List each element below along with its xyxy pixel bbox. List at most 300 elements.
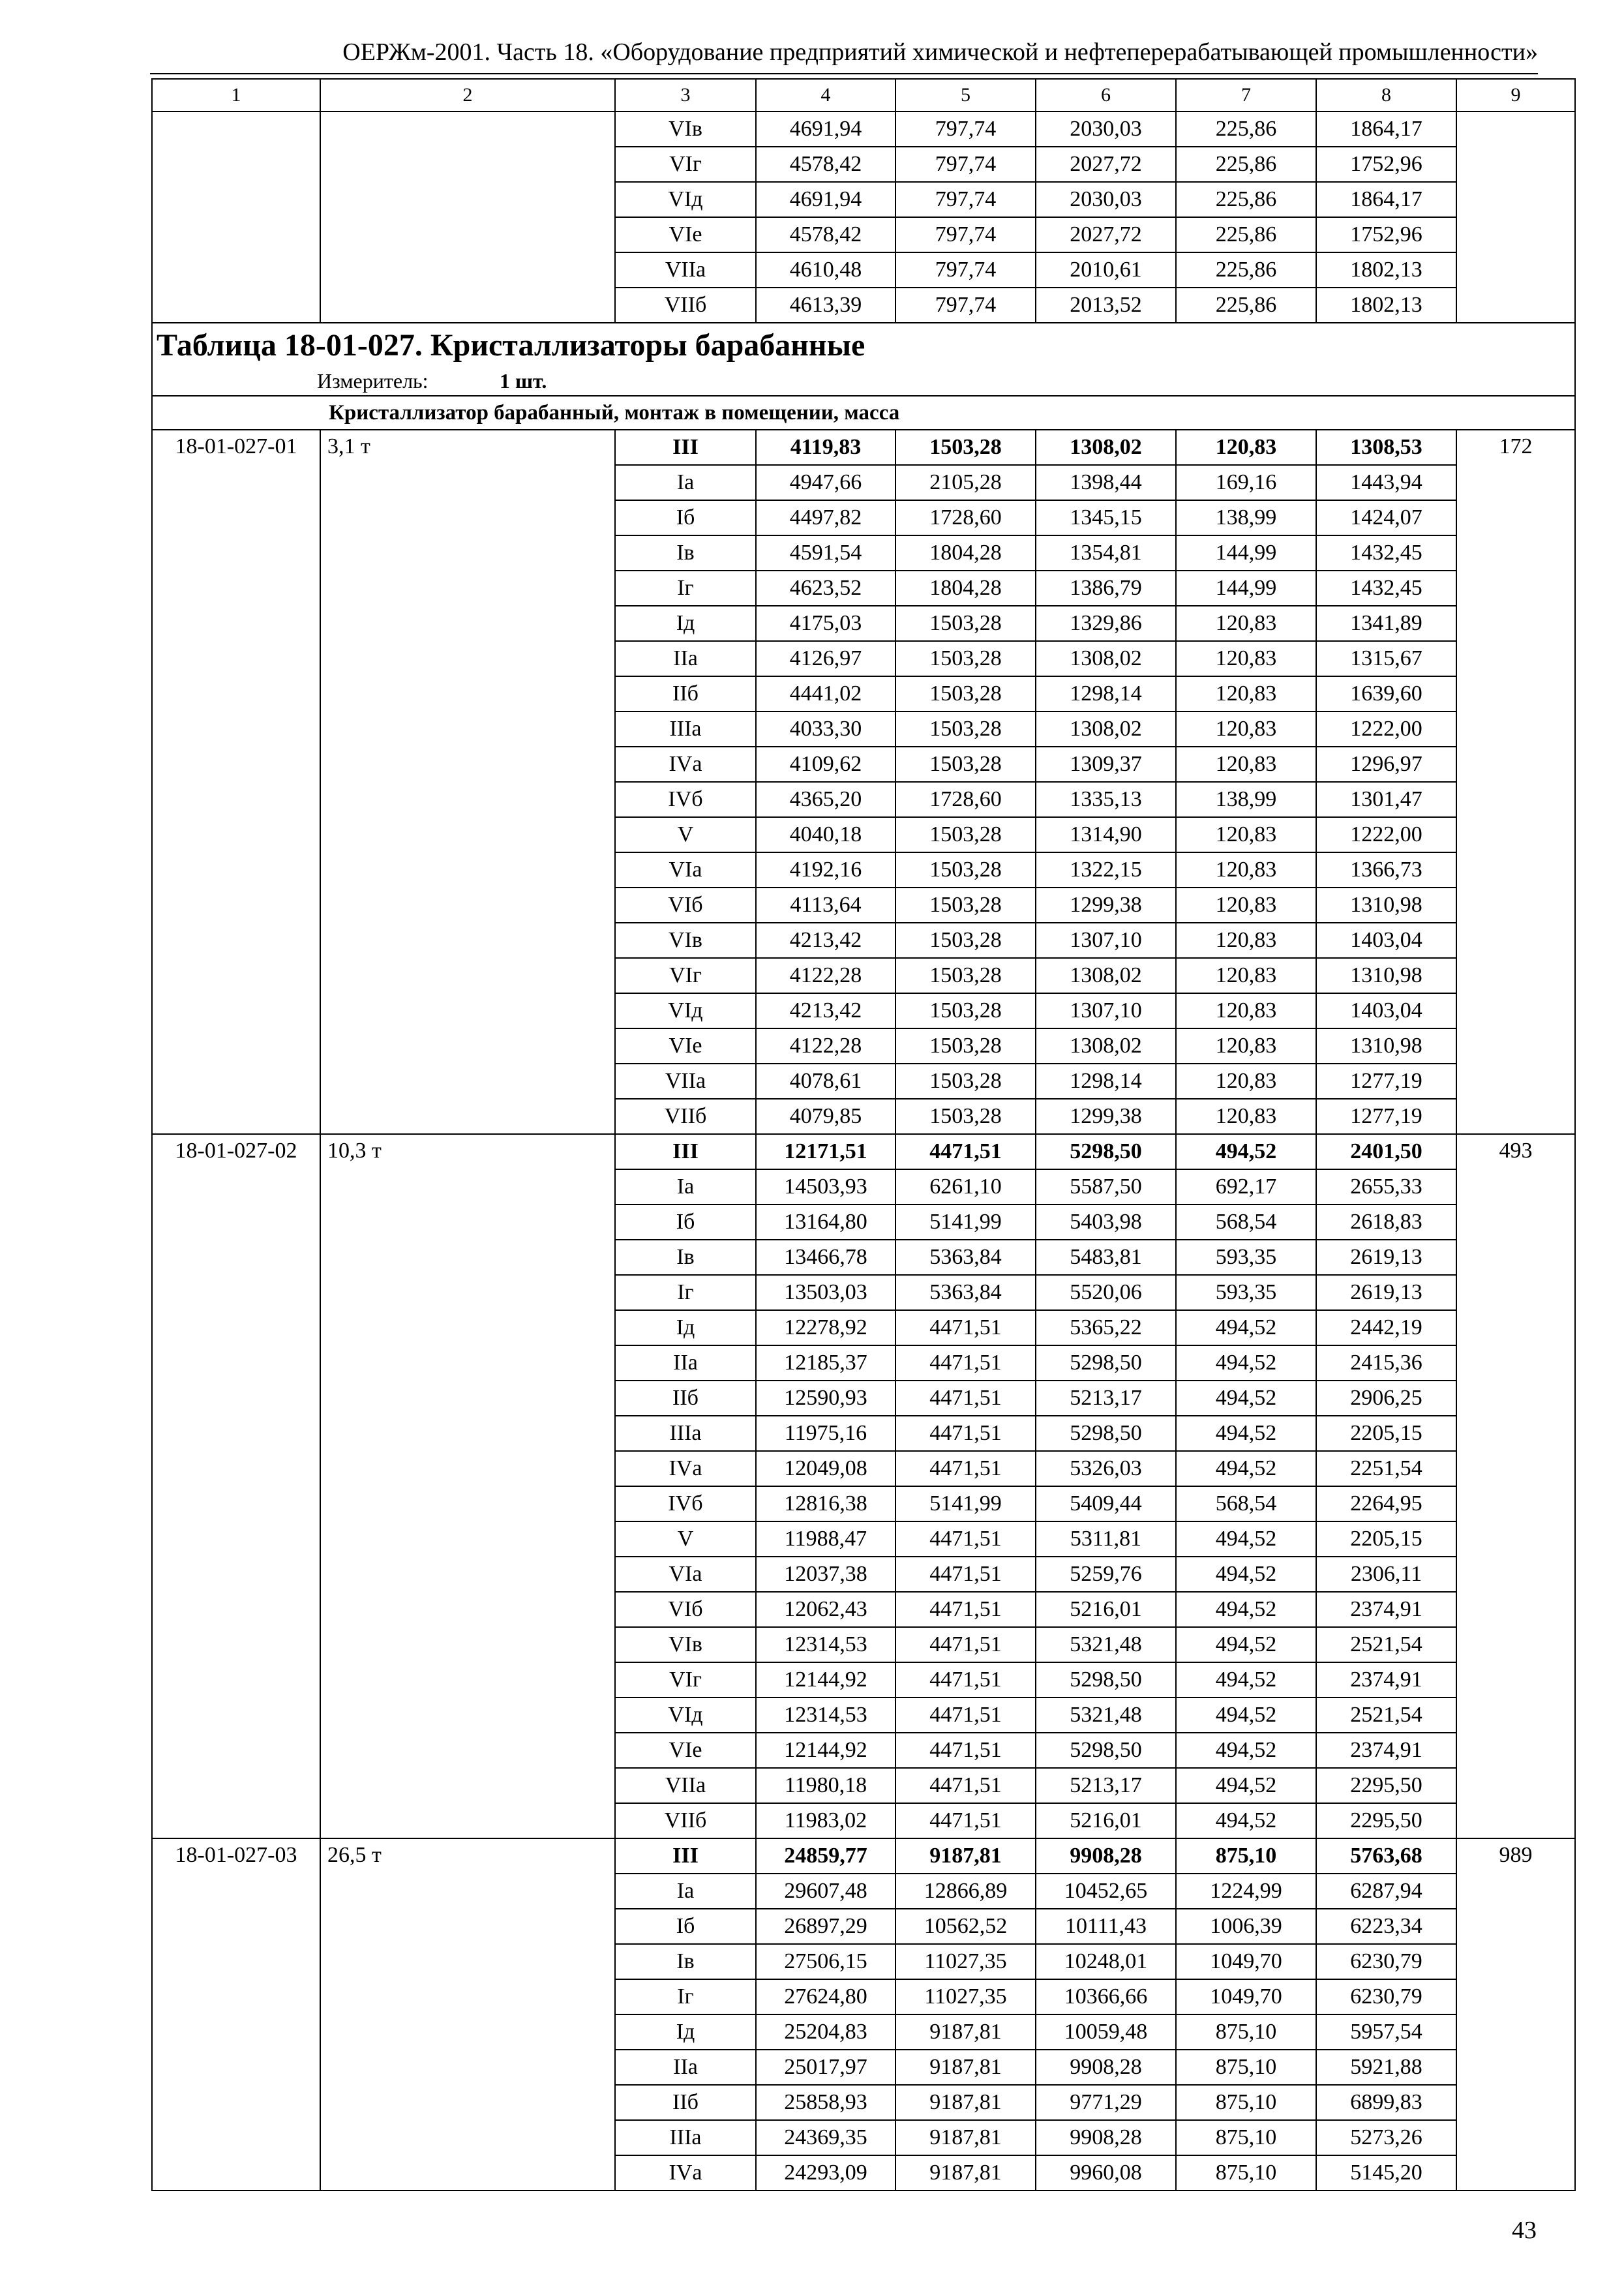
value-cell: 12314,53 bbox=[756, 1627, 895, 1662]
value-cell: 4119,83 bbox=[756, 430, 895, 465]
value-cell: 1503,28 bbox=[895, 1099, 1036, 1134]
value-cell: 9187,81 bbox=[895, 2120, 1036, 2155]
value-cell: 120,83 bbox=[1176, 888, 1316, 923]
value-cell: 4033,30 bbox=[756, 711, 895, 747]
value-cell: 692,17 bbox=[1176, 1169, 1316, 1204]
col9-cell: 989 bbox=[1456, 1838, 1575, 2191]
value-cell: 24859,77 bbox=[756, 1838, 895, 1874]
zone-cell: VIIа bbox=[615, 1064, 756, 1099]
zone-cell: VIIб bbox=[615, 1099, 756, 1134]
value-cell: 4471,51 bbox=[895, 1592, 1036, 1627]
value-cell: 2619,13 bbox=[1316, 1275, 1456, 1310]
value-cell: 4471,51 bbox=[895, 1627, 1036, 1662]
value-cell: 5213,17 bbox=[1036, 1768, 1176, 1803]
table-row bbox=[152, 1134, 1575, 1169]
code-cell: 18-01-027-01 bbox=[152, 430, 320, 1134]
value-cell: 1432,45 bbox=[1316, 571, 1456, 606]
value-cell: 4213,42 bbox=[756, 993, 895, 1028]
value-cell: 120,83 bbox=[1176, 923, 1316, 958]
measure-row bbox=[152, 367, 1575, 396]
value-cell: 5298,50 bbox=[1036, 1134, 1176, 1169]
value-cell: 225,86 bbox=[1176, 217, 1316, 252]
value-cell: 2027,72 bbox=[1036, 217, 1176, 252]
value-cell: 1503,28 bbox=[895, 606, 1036, 641]
page-number: 43 bbox=[1512, 2217, 1537, 2244]
value-cell: 5141,99 bbox=[895, 1486, 1036, 1521]
column-number: 8 bbox=[1316, 79, 1456, 112]
col9-cell: 172 bbox=[1456, 430, 1575, 1134]
zone-cell: Iг bbox=[615, 1275, 756, 1310]
value-cell: 1752,96 bbox=[1316, 217, 1456, 252]
value-cell: 2655,33 bbox=[1316, 1169, 1456, 1204]
zone-cell: V bbox=[615, 817, 756, 852]
value-cell: 1503,28 bbox=[895, 923, 1036, 958]
value-cell: 6223,34 bbox=[1316, 1909, 1456, 1944]
value-cell: 2264,95 bbox=[1316, 1486, 1456, 1521]
zone-cell: IIIа bbox=[615, 2120, 756, 2155]
value-cell: 4471,51 bbox=[895, 1803, 1036, 1838]
value-cell: 4613,39 bbox=[756, 288, 895, 323]
value-cell: 120,83 bbox=[1176, 993, 1316, 1028]
value-cell: 2521,54 bbox=[1316, 1698, 1456, 1733]
value-cell: 1308,02 bbox=[1036, 1028, 1176, 1064]
value-cell: 4113,64 bbox=[756, 888, 895, 923]
value-cell: 4471,51 bbox=[895, 1416, 1036, 1451]
measure-unit: 1 шт. bbox=[500, 368, 547, 393]
value-cell: 1503,28 bbox=[895, 888, 1036, 923]
value-cell: 12171,51 bbox=[756, 1134, 895, 1169]
value-cell: 5403,98 bbox=[1036, 1204, 1176, 1240]
value-cell: 4471,51 bbox=[895, 1662, 1036, 1698]
column-number-row bbox=[152, 79, 1575, 112]
value-cell: 2205,15 bbox=[1316, 1521, 1456, 1557]
zone-cell: Iб bbox=[615, 500, 756, 535]
value-cell: 2521,54 bbox=[1316, 1627, 1456, 1662]
value-cell: 2295,50 bbox=[1316, 1768, 1456, 1803]
value-cell: 9187,81 bbox=[895, 2155, 1036, 2191]
zone-cell: III bbox=[615, 430, 756, 465]
value-cell: 4691,94 bbox=[756, 112, 895, 147]
value-cell: 4471,51 bbox=[895, 1521, 1036, 1557]
value-cell: 797,74 bbox=[895, 217, 1036, 252]
value-cell: 13503,03 bbox=[756, 1275, 895, 1310]
value-cell: 225,86 bbox=[1176, 147, 1316, 182]
zone-cell: Iг bbox=[615, 1979, 756, 2014]
value-cell: 2401,50 bbox=[1316, 1134, 1456, 1169]
value-cell: 225,86 bbox=[1176, 182, 1316, 217]
value-cell: 1329,86 bbox=[1036, 606, 1176, 641]
zone-cell: IVб bbox=[615, 1486, 756, 1521]
col9-cell: 493 bbox=[1456, 1134, 1575, 1838]
rates-table bbox=[151, 78, 1576, 2191]
value-cell: 494,52 bbox=[1176, 1310, 1316, 1345]
zone-cell: VIв bbox=[615, 1627, 756, 1662]
value-cell: 5321,48 bbox=[1036, 1698, 1176, 1733]
value-cell: 1307,10 bbox=[1036, 923, 1176, 958]
mass-cell: 3,1 т bbox=[320, 430, 615, 1134]
value-cell: 4471,51 bbox=[895, 1134, 1036, 1169]
value-cell: 797,74 bbox=[895, 288, 1036, 323]
value-cell: 494,52 bbox=[1176, 1521, 1316, 1557]
value-cell: 10366,66 bbox=[1036, 1979, 1176, 2014]
value-cell: 2295,50 bbox=[1316, 1803, 1456, 1838]
value-cell: 1864,17 bbox=[1316, 182, 1456, 217]
value-cell: 494,52 bbox=[1176, 1698, 1316, 1733]
value-cell: 9908,28 bbox=[1036, 1838, 1176, 1874]
value-cell: 9908,28 bbox=[1036, 2050, 1176, 2085]
zone-cell: VIв bbox=[615, 112, 756, 147]
zone-cell: V bbox=[615, 1521, 756, 1557]
value-cell: 494,52 bbox=[1176, 1557, 1316, 1592]
value-cell: 1308,02 bbox=[1036, 430, 1176, 465]
value-cell: 1503,28 bbox=[895, 676, 1036, 711]
zone-cell: III bbox=[615, 1838, 756, 1874]
value-cell: 6261,10 bbox=[895, 1169, 1036, 1204]
value-cell: 120,83 bbox=[1176, 606, 1316, 641]
value-cell: 4122,28 bbox=[756, 958, 895, 993]
zone-cell: VIг bbox=[615, 147, 756, 182]
zone-cell: III bbox=[615, 1134, 756, 1169]
value-cell: 225,86 bbox=[1176, 252, 1316, 288]
zone-cell: VIе bbox=[615, 1733, 756, 1768]
value-cell: 120,83 bbox=[1176, 676, 1316, 711]
value-cell: 12278,92 bbox=[756, 1310, 895, 1345]
zone-cell: VIг bbox=[615, 958, 756, 993]
value-cell: 1308,53 bbox=[1316, 430, 1456, 465]
header-rule bbox=[150, 73, 1538, 74]
value-cell: 1310,98 bbox=[1316, 958, 1456, 993]
value-cell: 27624,80 bbox=[756, 1979, 895, 2014]
zone-cell: VIе bbox=[615, 217, 756, 252]
value-cell: 225,86 bbox=[1176, 288, 1316, 323]
value-cell: 144,99 bbox=[1176, 535, 1316, 571]
value-cell: 5957,54 bbox=[1316, 2014, 1456, 2050]
value-cell: 1301,47 bbox=[1316, 782, 1456, 817]
value-cell: 2618,83 bbox=[1316, 1204, 1456, 1240]
zone-cell: VIа bbox=[615, 852, 756, 888]
value-cell: 568,54 bbox=[1176, 1204, 1316, 1240]
value-cell: 494,52 bbox=[1176, 1416, 1316, 1451]
value-cell: 2105,28 bbox=[895, 465, 1036, 500]
value-cell: 5141,99 bbox=[895, 1204, 1036, 1240]
zone-cell: Iв bbox=[615, 535, 756, 571]
value-cell: 1432,45 bbox=[1316, 535, 1456, 571]
code-cell: 18-01-027-03 bbox=[152, 1838, 320, 2191]
value-cell: 5298,50 bbox=[1036, 1416, 1176, 1451]
value-cell: 13466,78 bbox=[756, 1240, 895, 1275]
value-cell: 9960,08 bbox=[1036, 2155, 1176, 2191]
column-number: 6 bbox=[1036, 79, 1176, 112]
zone-cell: VIа bbox=[615, 1557, 756, 1592]
zone-cell: Iб bbox=[615, 1909, 756, 1944]
value-cell: 5298,50 bbox=[1036, 1662, 1176, 1698]
value-cell: 1315,67 bbox=[1316, 641, 1456, 676]
value-cell: 5326,03 bbox=[1036, 1451, 1176, 1486]
zone-cell: IIб bbox=[615, 1381, 756, 1416]
value-cell: 27506,15 bbox=[756, 1944, 895, 1979]
value-cell: 4441,02 bbox=[756, 676, 895, 711]
zone-cell: IIб bbox=[615, 2085, 756, 2120]
column-number: 4 bbox=[756, 79, 895, 112]
value-cell: 12037,38 bbox=[756, 1557, 895, 1592]
value-cell: 1341,89 bbox=[1316, 606, 1456, 641]
running-header: ОЕРЖм-2001. Часть 18. «Оборудование предприятий химической и нефтеперерабатывающей промышленности» bbox=[342, 38, 1538, 66]
rates-table-body bbox=[152, 79, 1575, 2191]
value-cell: 2027,72 bbox=[1036, 147, 1176, 182]
value-cell: 138,99 bbox=[1176, 782, 1316, 817]
value-cell: 4175,03 bbox=[756, 606, 895, 641]
zone-cell: VIв bbox=[615, 923, 756, 958]
value-cell: 11027,35 bbox=[895, 1979, 1036, 2014]
value-cell: 6230,79 bbox=[1316, 1944, 1456, 1979]
value-cell: 2374,91 bbox=[1316, 1592, 1456, 1627]
value-cell: 10562,52 bbox=[895, 1909, 1036, 1944]
value-cell: 494,52 bbox=[1176, 1803, 1316, 1838]
zone-cell: VIг bbox=[615, 1662, 756, 1698]
value-cell: 2030,03 bbox=[1036, 182, 1176, 217]
value-cell: 4213,42 bbox=[756, 923, 895, 958]
value-cell: 11980,18 bbox=[756, 1768, 895, 1803]
value-cell: 1296,97 bbox=[1316, 747, 1456, 782]
value-cell: 1345,15 bbox=[1036, 500, 1176, 535]
col9-cell bbox=[1456, 112, 1575, 323]
value-cell: 1314,90 bbox=[1036, 817, 1176, 852]
value-cell: 13164,80 bbox=[756, 1204, 895, 1240]
value-cell: 4109,62 bbox=[756, 747, 895, 782]
zone-cell: Iа bbox=[615, 1874, 756, 1909]
value-cell: 1307,10 bbox=[1036, 993, 1176, 1028]
value-cell: 4365,20 bbox=[756, 782, 895, 817]
value-cell: 5321,48 bbox=[1036, 1627, 1176, 1662]
value-cell: 1804,28 bbox=[895, 535, 1036, 571]
value-cell: 6230,79 bbox=[1316, 1979, 1456, 2014]
value-cell: 494,52 bbox=[1176, 1733, 1316, 1768]
zone-cell: VIд bbox=[615, 1698, 756, 1733]
value-cell: 24293,09 bbox=[756, 2155, 895, 2191]
value-cell: 1006,39 bbox=[1176, 1909, 1316, 1944]
value-cell: 5763,68 bbox=[1316, 1838, 1456, 1874]
column-number: 3 bbox=[615, 79, 756, 112]
value-cell: 593,35 bbox=[1176, 1240, 1316, 1275]
value-cell: 2906,25 bbox=[1316, 1381, 1456, 1416]
value-cell: 2442,19 bbox=[1316, 1310, 1456, 1345]
value-cell: 9187,81 bbox=[895, 2014, 1036, 2050]
value-cell: 4079,85 bbox=[756, 1099, 895, 1134]
value-cell: 4126,97 bbox=[756, 641, 895, 676]
value-cell: 875,10 bbox=[1176, 2014, 1316, 2050]
value-cell: 494,52 bbox=[1176, 1627, 1316, 1662]
value-cell: 1299,38 bbox=[1036, 1099, 1176, 1134]
value-cell: 11975,16 bbox=[756, 1416, 895, 1451]
value-cell: 24369,35 bbox=[756, 2120, 895, 2155]
value-cell: 120,83 bbox=[1176, 641, 1316, 676]
value-cell: 494,52 bbox=[1176, 1592, 1316, 1627]
value-cell: 2619,13 bbox=[1316, 1240, 1456, 1275]
value-cell: 4578,42 bbox=[756, 217, 895, 252]
table-row bbox=[152, 430, 1575, 465]
value-cell: 12314,53 bbox=[756, 1698, 895, 1733]
value-cell: 5363,84 bbox=[895, 1240, 1036, 1275]
zone-cell: VIб bbox=[615, 1592, 756, 1627]
zone-cell: VIIб bbox=[615, 288, 756, 323]
value-cell: 4947,66 bbox=[756, 465, 895, 500]
value-cell: 1424,07 bbox=[1316, 500, 1456, 535]
value-cell: 1864,17 bbox=[1316, 112, 1456, 147]
value-cell: 1366,73 bbox=[1316, 852, 1456, 888]
value-cell: 1224,99 bbox=[1176, 1874, 1316, 1909]
value-cell: 1503,28 bbox=[895, 430, 1036, 465]
value-cell: 5145,20 bbox=[1316, 2155, 1456, 2191]
value-cell: 4471,51 bbox=[895, 1345, 1036, 1381]
value-cell: 5409,44 bbox=[1036, 1486, 1176, 1521]
value-cell: 120,83 bbox=[1176, 1028, 1316, 1064]
value-cell: 2205,15 bbox=[1316, 1416, 1456, 1451]
value-cell: 5363,84 bbox=[895, 1275, 1036, 1310]
value-cell: 14503,93 bbox=[756, 1169, 895, 1204]
name-cell bbox=[320, 112, 615, 323]
value-cell: 9187,81 bbox=[895, 2085, 1036, 2120]
value-cell: 1277,19 bbox=[1316, 1099, 1456, 1134]
value-cell: 120,83 bbox=[1176, 747, 1316, 782]
measure-label: Измеритель: bbox=[317, 368, 429, 393]
value-cell: 797,74 bbox=[895, 252, 1036, 288]
value-cell: 1639,60 bbox=[1316, 676, 1456, 711]
value-cell: 1049,70 bbox=[1176, 1979, 1316, 2014]
value-cell: 4471,51 bbox=[895, 1451, 1036, 1486]
zone-cell: IVа bbox=[615, 2155, 756, 2191]
value-cell: 9187,81 bbox=[895, 2050, 1036, 2085]
code-cell: 18-01-027-02 bbox=[152, 1134, 320, 1838]
zone-cell: VIIа bbox=[615, 252, 756, 288]
value-cell: 12866,89 bbox=[895, 1874, 1036, 1909]
value-cell: 1308,02 bbox=[1036, 958, 1176, 993]
value-cell: 5311,81 bbox=[1036, 1521, 1176, 1557]
measure-label-wrap bbox=[153, 369, 480, 393]
table-title-row bbox=[152, 323, 1575, 367]
value-cell: 494,52 bbox=[1176, 1381, 1316, 1416]
value-cell: 875,10 bbox=[1176, 2155, 1316, 2191]
value-cell: 25204,83 bbox=[756, 2014, 895, 2050]
zone-cell: Iв bbox=[615, 1240, 756, 1275]
value-cell: 169,16 bbox=[1176, 465, 1316, 500]
value-cell: 4471,51 bbox=[895, 1698, 1036, 1733]
value-cell: 1503,28 bbox=[895, 993, 1036, 1028]
value-cell: 4578,42 bbox=[756, 147, 895, 182]
value-cell: 1299,38 bbox=[1036, 888, 1176, 923]
value-cell: 1802,13 bbox=[1316, 288, 1456, 323]
value-cell: 1503,28 bbox=[895, 641, 1036, 676]
value-cell: 1503,28 bbox=[895, 747, 1036, 782]
value-cell: 5921,88 bbox=[1316, 2050, 1456, 2085]
value-cell: 1298,14 bbox=[1036, 1064, 1176, 1099]
value-cell: 1752,96 bbox=[1316, 147, 1456, 182]
value-cell: 225,86 bbox=[1176, 112, 1316, 147]
value-cell: 4040,18 bbox=[756, 817, 895, 852]
value-cell: 1222,00 bbox=[1316, 817, 1456, 852]
zone-cell: VIд bbox=[615, 993, 756, 1028]
value-cell: 12590,93 bbox=[756, 1381, 895, 1416]
value-cell: 875,10 bbox=[1176, 1838, 1316, 1874]
zone-cell: Iг bbox=[615, 571, 756, 606]
value-cell: 4471,51 bbox=[895, 1768, 1036, 1803]
value-cell: 1308,02 bbox=[1036, 641, 1176, 676]
zone-cell: VIе bbox=[615, 1028, 756, 1064]
value-cell: 2415,36 bbox=[1316, 1345, 1456, 1381]
value-cell: 144,99 bbox=[1176, 571, 1316, 606]
value-cell: 1503,28 bbox=[895, 1028, 1036, 1064]
value-cell: 568,54 bbox=[1176, 1486, 1316, 1521]
zone-cell: IVа bbox=[615, 747, 756, 782]
value-cell: 1354,81 bbox=[1036, 535, 1176, 571]
value-cell: 138,99 bbox=[1176, 500, 1316, 535]
value-cell: 120,83 bbox=[1176, 1064, 1316, 1099]
value-cell: 2013,52 bbox=[1036, 288, 1176, 323]
value-cell: 1222,00 bbox=[1316, 711, 1456, 747]
table-subtitle: Кристаллизатор барабанный, монтаж в помещении, масса bbox=[152, 396, 1575, 430]
value-cell: 120,83 bbox=[1176, 958, 1316, 993]
value-cell: 5298,50 bbox=[1036, 1345, 1176, 1381]
value-cell: 5365,22 bbox=[1036, 1310, 1176, 1345]
value-cell: 6899,83 bbox=[1316, 2085, 1456, 2120]
value-cell: 593,35 bbox=[1176, 1275, 1316, 1310]
value-cell: 12049,08 bbox=[756, 1451, 895, 1486]
value-cell: 5298,50 bbox=[1036, 1733, 1176, 1768]
zone-cell: IVа bbox=[615, 1451, 756, 1486]
zone-cell: Iв bbox=[615, 1944, 756, 1979]
value-cell: 1322,15 bbox=[1036, 852, 1176, 888]
value-cell: 494,52 bbox=[1176, 1134, 1316, 1169]
value-cell: 5216,01 bbox=[1036, 1803, 1176, 1838]
value-cell: 12816,38 bbox=[756, 1486, 895, 1521]
value-cell: 120,83 bbox=[1176, 430, 1316, 465]
value-cell: 797,74 bbox=[895, 147, 1036, 182]
value-cell: 1728,60 bbox=[895, 500, 1036, 535]
value-cell: 2030,03 bbox=[1036, 112, 1176, 147]
value-cell: 875,10 bbox=[1176, 2085, 1316, 2120]
value-cell: 29607,48 bbox=[756, 1874, 895, 1909]
zone-cell: VIIа bbox=[615, 1768, 756, 1803]
zone-cell: VIIб bbox=[615, 1803, 756, 1838]
value-cell: 1503,28 bbox=[895, 958, 1036, 993]
code-cell bbox=[152, 112, 320, 323]
value-cell: 1503,28 bbox=[895, 711, 1036, 747]
zone-cell: VIб bbox=[615, 888, 756, 923]
value-cell: 120,83 bbox=[1176, 817, 1316, 852]
value-cell: 1386,79 bbox=[1036, 571, 1176, 606]
value-cell: 120,83 bbox=[1176, 711, 1316, 747]
value-cell: 5520,06 bbox=[1036, 1275, 1176, 1310]
value-cell: 4122,28 bbox=[756, 1028, 895, 1064]
value-cell: 5213,17 bbox=[1036, 1381, 1176, 1416]
value-cell: 2010,61 bbox=[1036, 252, 1176, 288]
value-cell: 4497,82 bbox=[756, 500, 895, 535]
zone-cell: IIб bbox=[615, 676, 756, 711]
value-cell: 2251,54 bbox=[1316, 1451, 1456, 1486]
value-cell: 9771,29 bbox=[1036, 2085, 1176, 2120]
column-number: 2 bbox=[320, 79, 615, 112]
value-cell: 494,52 bbox=[1176, 1768, 1316, 1803]
value-cell: 4691,94 bbox=[756, 182, 895, 217]
value-cell: 5273,26 bbox=[1316, 2120, 1456, 2155]
value-cell: 11988,47 bbox=[756, 1521, 895, 1557]
value-cell: 4471,51 bbox=[895, 1733, 1036, 1768]
value-cell: 4623,52 bbox=[756, 571, 895, 606]
value-cell: 4471,51 bbox=[895, 1381, 1036, 1416]
value-cell: 494,52 bbox=[1176, 1662, 1316, 1698]
value-cell: 797,74 bbox=[895, 182, 1036, 217]
zone-cell: IIIа bbox=[615, 711, 756, 747]
column-number: 7 bbox=[1176, 79, 1316, 112]
